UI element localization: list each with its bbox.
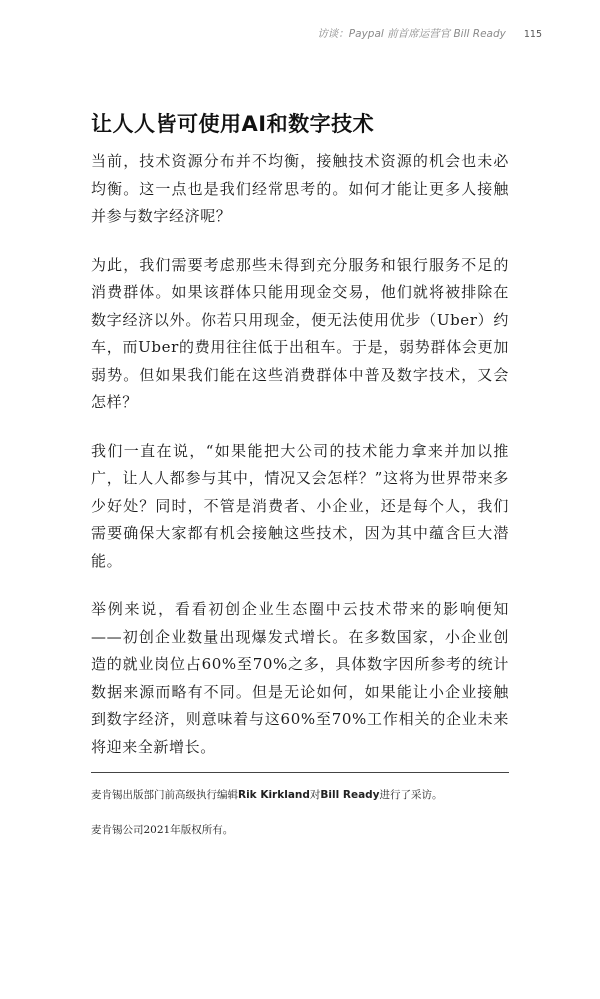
- interview-credit: [91, 786, 509, 804]
- copyright-notice: 麦肯锡公司2021年版权所有。: [91, 824, 234, 836]
- paragraph: 为此，我们需要考虑那些未得到充分服务和银行服务不足的消费群体。如果该群体只能用现金交易，他们就将被排除在数字经济以外。你若只用现金，便无法使用优步（Uber）约车，而Uber的费用往往低于出租车。于是，弱势群体会更加弱势。但如果我们能在这些消费群体中普及数字技术，又会怎样？: [91, 255, 509, 411]
- paragraph: 举例来说，看看初创企业生态圈中云技术带来的影响便知——初创企业数量出现爆发式增长。在多数国家，小企业创造的就业岗位占60%至70%之多，具体数字因所参考的统计数据来源而略有不同。但是无论如何，如果能让小企业接触到数字经济，则意味着与这60%至70%工作相关的企业未来将迎来全新增长。: [91, 600, 509, 756]
- credit-connector: 对: [309, 789, 321, 801]
- article-body: [91, 148, 509, 782]
- interviewee-name: Bill Ready: [320, 789, 380, 801]
- footnote-divider: [91, 772, 509, 773]
- running-title: 访谈：Paypal 前首席运营官 Bill Ready: [317, 28, 506, 40]
- running-header: [317, 26, 542, 41]
- section-title: 让人人皆可使用AI和数字技术: [91, 112, 375, 136]
- paragraph: 当前，技术资源分布并不均衡，接触技术资源的机会也未必均衡。这一点也是我们经常思考的。如何才能让更多人接触并参与数字经济呢？: [91, 152, 509, 225]
- editor-name: Rik Kirkland: [238, 789, 310, 801]
- credit-suffix: 进行了采访。: [379, 789, 443, 801]
- page-number: 115: [523, 29, 542, 40]
- paragraph: 我们一直在说，“如果能把大公司的技术能力拿来并加以推广，让人人都参与其中，情况又会怎样？”这将为世界带来多少好处？同时，不管是消费者、小企业，还是每个人，我们需要确保大家都有机会接触这些技术，因为其中蕴含巨大潜能。: [91, 441, 509, 570]
- credit-prefix: 麦肯锡出版部门前高级执行编辑: [91, 789, 238, 801]
- footnotes: [91, 786, 509, 856]
